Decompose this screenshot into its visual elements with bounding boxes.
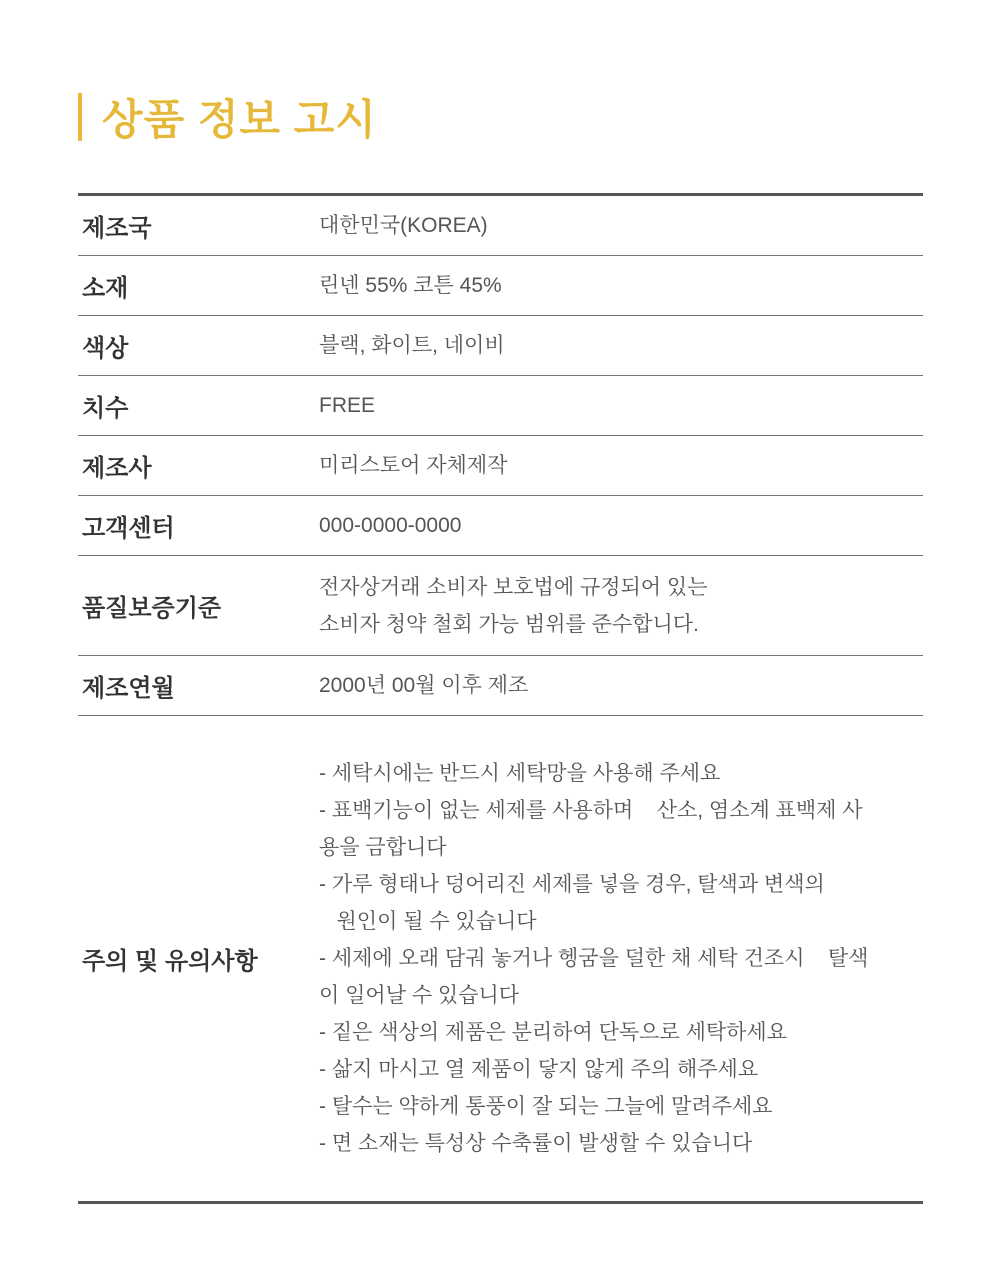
- table-row: [78, 376, 923, 436]
- table-row: [78, 656, 923, 716]
- care-line: 이 일어날 수 있습니다: [319, 984, 520, 1007]
- row-value: 미리스토어 자체제작: [319, 454, 508, 477]
- care-line: - 면 소재는 특성상 수축률이 발생할 수 있습니다: [319, 1132, 753, 1155]
- row-value: 블랙, 화이트, 네이비: [319, 334, 505, 357]
- row-label: 주의 및 유의사항: [82, 948, 258, 975]
- row-label: 품질보증기준: [82, 595, 222, 622]
- row-label: 치수: [82, 395, 129, 422]
- table-row: [78, 316, 923, 376]
- care-line: - 삶지 마시고 열 제품이 닿지 않게 주의 해주세요: [319, 1058, 759, 1081]
- row-value: FREE: [319, 394, 376, 417]
- row-label: 제조국: [82, 215, 152, 242]
- care-line: - 세제에 오래 담궈 놓거나 헹굼을 덜한 채 세탁 건조시 탈색: [319, 947, 869, 970]
- care-line: - 가루 형태나 덩어리진 세제를 넣을 경우, 탈색과 변색의: [319, 873, 825, 896]
- value-line: 전자상거래 소비자 보호법에 규정되어 있는: [319, 575, 708, 599]
- row-label: 제조사: [82, 455, 152, 482]
- table-row: [78, 556, 923, 656]
- product-info-table: [78, 193, 923, 1204]
- row-value: 000-0000-0000: [319, 514, 462, 537]
- row-value: 2000년 00월 이후 제조: [319, 674, 529, 697]
- care-instructions: [319, 755, 923, 1162]
- section-header: [78, 92, 377, 142]
- care-line: - 표백기능이 없는 세제를 사용하며 산소, 염소계 표백제 사: [319, 799, 863, 822]
- row-label: 제조연월: [82, 675, 175, 702]
- page-title: 상품 정보 고시: [102, 96, 377, 143]
- row-label: 고객센터: [82, 515, 175, 542]
- row-label: 소재: [82, 275, 129, 302]
- care-line: 원인이 될 수 있습니다: [319, 910, 537, 933]
- value-line: 소비자 청약 철회 가능 범위를 준수합니다.: [319, 612, 699, 636]
- table-row: [78, 196, 923, 256]
- care-line: - 짙은 색상의 제품은 분리하여 단독으로 세탁하세요: [319, 1021, 788, 1044]
- title-accent-bar: [78, 93, 82, 141]
- table-row: [78, 496, 923, 556]
- care-line: 용을 금합니다: [319, 836, 447, 859]
- care-line: - 탈수는 약하게 통풍이 잘 되는 그늘에 말려주세요: [319, 1095, 773, 1118]
- care-line: - 세탁시에는 반드시 세탁망을 사용해 주세요: [319, 762, 721, 785]
- table-row: [78, 256, 923, 316]
- row-value: 린넨 55% 코튼 45%: [319, 274, 502, 297]
- row-label: 색상: [82, 335, 129, 362]
- row-value: 대한민국(KOREA): [319, 214, 488, 237]
- table-row-care: [78, 716, 923, 1201]
- row-value: [319, 569, 923, 643]
- table-row: [78, 436, 923, 496]
